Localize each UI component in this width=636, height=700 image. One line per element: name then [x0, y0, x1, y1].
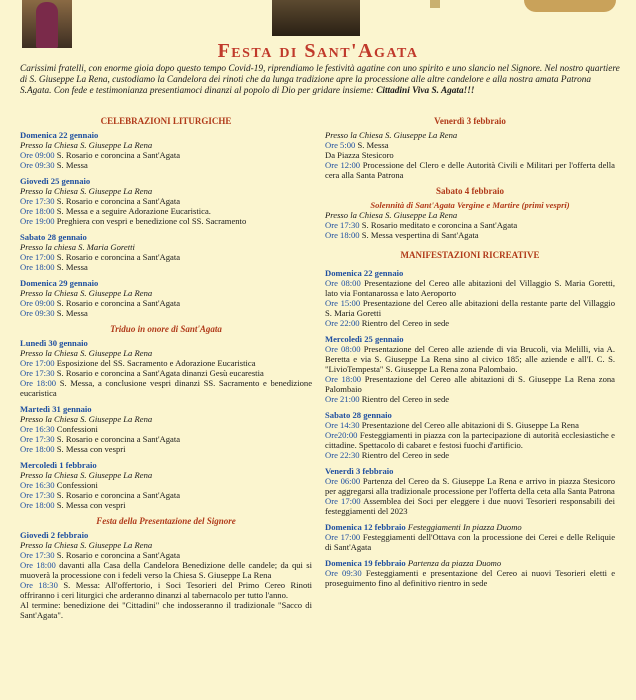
- schedule-desc: S. Messa: [56, 308, 88, 318]
- event-block: [20, 176, 312, 226]
- event-day: Sabato 28 gennaio: [325, 410, 392, 420]
- schedule-desc: Festeggiamenti e presentazione del Cereo ai nuovi Tesorieri eletti e proseguimento fino al definitivo rientro in sede: [325, 568, 616, 588]
- schedule-time: Ore 17:30: [20, 550, 55, 560]
- event-day-line: [325, 522, 615, 532]
- event-day: Giovedì 25 gennaio: [20, 176, 91, 186]
- schedule-desc: Presentazione del Cereo alle abitazioni del Villaggio S. Maria Goretti, lato via Fontanarossa e lato Aeroporto: [325, 278, 616, 298]
- schedule-time: Ore 17:30: [325, 220, 360, 230]
- event-day-line: [325, 410, 615, 420]
- section-header: Sabato 4 febbraio: [435, 186, 504, 196]
- schedule-time: Ore 09:30: [325, 568, 362, 578]
- schedule-desc: Assemblea dei Soci per eleggere i due nuovi Tesorieri responsabili dei festeggiamenti del 2023: [325, 496, 615, 516]
- event-location: Presso la Chiesa S. Giuseppe La Rena: [325, 210, 458, 220]
- schedule-desc: S. Rosario e coroncina a Sant'Agata: [56, 150, 181, 160]
- schedule-line: [325, 496, 615, 516]
- schedule-time: Ore 17:30: [20, 368, 55, 378]
- event-day-line: [325, 558, 615, 568]
- schedule-desc: S. Rosario e coroncina a Sant'Agata: [56, 252, 181, 262]
- event-day-line: [20, 404, 312, 414]
- schedule-line: [20, 308, 312, 318]
- page-title: Festa di Sant'Agata: [217, 40, 419, 62]
- schedule-line: [325, 420, 615, 430]
- schedule-desc: Confessioni: [56, 480, 98, 490]
- right-column: [325, 116, 615, 594]
- schedule-time: Ore 17:30: [20, 434, 55, 444]
- schedule-line: [20, 262, 312, 272]
- schedule-desc: S. Messa con vespri: [56, 444, 126, 454]
- schedule-time: Ore 18:00: [20, 206, 55, 216]
- schedule-time: Ore 09:30: [20, 308, 55, 318]
- event-day-line: [20, 130, 312, 140]
- schedule-line: [20, 358, 312, 368]
- event-day: Domenica 12 febbraio: [325, 522, 406, 532]
- schedule-line: [20, 150, 312, 160]
- schedule-desc: S. Rosario e coroncina a Sant'Agata: [56, 490, 181, 500]
- schedule-time: Ore 08:00: [325, 344, 361, 354]
- schedule-desc: S. Messa con vespri: [56, 500, 126, 510]
- schedule-desc: S. Messa: [357, 140, 389, 150]
- schedule-line: [20, 196, 312, 206]
- event-day-line: [325, 268, 615, 278]
- section-header: Venerdì 3 febbraio: [434, 116, 506, 126]
- schedule-desc: S. Rosario e coroncina a Sant'Agata dinanzi Gesù eucarestia: [56, 368, 264, 378]
- schedule-line: [20, 580, 312, 600]
- schedule-time: Ore 17:00: [20, 358, 55, 368]
- schedule-desc: S. Messa: [56, 262, 88, 272]
- schedule-line: [20, 434, 312, 444]
- event-day-line: [325, 334, 615, 344]
- schedule-line: [325, 160, 615, 180]
- schedule-desc: S. Rosario e coroncina a Sant'Agata: [56, 550, 181, 560]
- schedule-desc: S. Rosario e coroncina a Sant'Agata: [56, 434, 181, 444]
- event-day: Domenica 29 gennaio: [20, 278, 99, 288]
- event-day-line: [20, 232, 312, 242]
- event-block: [325, 268, 615, 328]
- schedule-time: Ore 09:00: [20, 150, 55, 160]
- schedule-time: Ore 18:00: [20, 444, 55, 454]
- event-block: [20, 338, 312, 398]
- event-block: [20, 130, 312, 170]
- intro-text: Carissimi fratelli, con enorme gioia dopo questo tempo Covid-19, riprendiamo le festività agatine con uno spirito e uno slancio nel Signore. Nel nostro quartiere di S. Giuseppe La Rena, custodiamo la Candelora dei rinoti che da lunga tradizione apre la processione alle altre candelore e alla nostra amata Patrona S.Agata. Con fede e testimonianza presentiamoci dinanzi al popolo di Dio per gridare insieme:: [20, 64, 620, 96]
- event-block: [325, 210, 615, 240]
- event-location: Presso la Chiesa S. Giuseppe La Rena: [20, 288, 153, 298]
- section-subheader: Solennità di Sant'Agata Vergine e Martire (primi vespri): [370, 200, 570, 210]
- schedule-line: [20, 160, 312, 170]
- schedule-time: Ore 16:30: [20, 424, 55, 434]
- event-day-extra: Partenza da piazza Duomo: [407, 558, 502, 568]
- schedule-time: Ore 5:00: [325, 140, 356, 150]
- schedule-line: [20, 216, 312, 226]
- schedule-time: Ore 21:00: [325, 394, 360, 404]
- section-header: Triduo in onore di Sant'Agata: [110, 324, 222, 334]
- schedule-line: [20, 560, 312, 580]
- schedule-desc: Esposizione del SS. Sacramento e Adorazione Eucaristica: [56, 358, 256, 368]
- schedule-desc: S. Messa, a conclusione vespri dinanzi SS. Sacramento e benedizione eucaristica: [20, 378, 313, 398]
- section-header: Festa della Presentazione del Signore: [96, 516, 236, 526]
- schedule-time: Ore 17:00: [325, 496, 361, 506]
- event-day: Lunedì 30 gennaio: [20, 338, 88, 348]
- candelora-photo: [272, 0, 360, 36]
- schedule-line: [20, 424, 312, 434]
- schedule-desc: S. Rosario e coroncina a Sant'Agata: [56, 196, 181, 206]
- schedule-time: Ore 18:00: [20, 262, 55, 272]
- section-header: MANIFESTAZIONI RICREATIVE: [400, 250, 540, 260]
- event-location: Presso la Chiesa S. Giuseppe La Rena: [20, 186, 153, 196]
- schedule-line: [325, 430, 615, 450]
- event-block: [325, 522, 615, 552]
- intro-paragraph: [20, 64, 620, 97]
- schedule-time: Ore 09:30: [20, 160, 55, 170]
- schedule-desc: Confessioni: [56, 424, 98, 434]
- event-block: [325, 410, 615, 460]
- event-block: [20, 278, 312, 318]
- event-block: [20, 232, 312, 272]
- ornament-photo: [524, 0, 616, 12]
- schedule-desc: S. Messa: All'offertorio, i Soci Tesorieri del Primo Cereo Rinoti offriranno i ceri liturgici che arderanno dinanzi al tabernacolo per tutto l'anno.: [20, 580, 313, 600]
- schedule-desc: Presentazione del Cereo alle abitazioni di S. Giuseppe La Rena: [361, 420, 579, 430]
- event-block: [20, 530, 312, 620]
- schedule-desc: Preghiera con vespri e benedizione col SS. Sacramento: [56, 216, 247, 226]
- schedule-line: [325, 450, 615, 460]
- event-day-line: [20, 176, 312, 186]
- schedule-time: Ore 16:30: [20, 480, 55, 490]
- schedule-line: [325, 298, 615, 318]
- schedule-line: [325, 318, 615, 328]
- schedule-desc: Festeggiamenti dell'Ottava con la processione dei Cerei e delle Reliquie di Sant'Agata: [325, 532, 616, 552]
- intro-cry: Cittadini Viva S. Agata!!!: [376, 86, 475, 96]
- schedule-time: Ore 18:00: [325, 230, 360, 240]
- schedule-line: [325, 394, 615, 404]
- schedule-desc: S. Messa e a seguire Adorazione Eucaristica.: [56, 206, 211, 216]
- schedule-line: [325, 532, 615, 552]
- schedule-time: Ore 14:30: [325, 420, 360, 430]
- schedule-desc: davanti alla Casa della Candelora Benedizione delle candele; da qui si muoverà la processione con i fedeli verso la Chiesa S. Giuseppe La Rena: [20, 560, 312, 580]
- event-day-line: [20, 278, 312, 288]
- schedule-time: Ore 18:00: [325, 374, 362, 384]
- event-block: [20, 460, 312, 510]
- schedule-line: [20, 490, 312, 500]
- event-note: Al termine: benedizione dei "Cittadini" che indosseranno il tradizionale "Sacco di Sant'Agata".: [20, 600, 312, 620]
- schedule-desc: Presentazione del Cereo alle abitazioni di S. Giuseppe La Rena zona Palombaio: [325, 374, 615, 394]
- schedule-time: Ore 18:00: [20, 560, 56, 570]
- schedule-desc: Partenza del Cereo da S. Giuseppe La Rena e arrivo in piazza Stesicoro per aggregarsi alla tradizionale processione per l'offerta della ceta alla Santa Patrona: [325, 476, 615, 496]
- event-location: Presso la Chiesa S. Giuseppe La Rena: [20, 348, 153, 358]
- schedule-time: Ore 06:00: [325, 476, 361, 486]
- schedule-desc: Presentazione del Cereo alle aziende di via Brucoli, via Melilli, via A. Beretta e via S. Giuseppe La Rena sino al civico 185; alle aziende e all'I. C. S. "LivioTempesta" S. Giuseppe La Rena zona Palombaio.: [325, 344, 615, 374]
- schedule-time: Ore 22:30: [325, 450, 360, 460]
- event-day-line: [325, 466, 615, 476]
- section-header: CELEBRAZIONI LITURGICHE: [100, 116, 232, 126]
- event-location: Presso la Chiesa S. Giuseppe La Rena: [20, 414, 153, 424]
- event-day: Domenica 22 gennaio: [325, 268, 404, 278]
- event-day: Martedì 31 gennaio: [20, 404, 92, 414]
- schedule-line: [325, 344, 615, 374]
- event-location: Da Piazza Stesicoro: [325, 150, 394, 160]
- schedule-time: Ore20:00: [325, 430, 358, 440]
- event-day: Mercoledì 25 gennaio: [325, 334, 404, 344]
- schedule-time: Ore 17:00: [20, 252, 55, 262]
- schedule-line: [20, 298, 312, 308]
- schedule-line: [325, 476, 615, 496]
- event-day: Mercoledì 1 febbraio: [20, 460, 97, 470]
- schedule-line: [20, 500, 312, 510]
- event-day-line: [20, 530, 312, 540]
- schedule-time: Ore 19:00: [20, 216, 55, 226]
- schedule-line: [325, 278, 615, 298]
- event-day: Domenica 19 febbraio: [325, 558, 406, 568]
- event-location: Presso la Chiesa S. Giuseppe La Rena: [325, 130, 458, 140]
- schedule-line: [325, 374, 615, 394]
- schedule-line: [20, 480, 312, 490]
- event-day-line: [20, 460, 312, 470]
- schedule-time: Ore 18:00: [20, 500, 55, 510]
- left-column: [20, 116, 312, 626]
- schedule-time: Ore 18:30: [20, 580, 58, 590]
- schedule-time: Ore 15:00: [325, 298, 361, 308]
- event-location: Presso la Chiesa S. Giuseppe La Rena: [20, 540, 153, 550]
- schedule-time: Ore 17:30: [20, 196, 55, 206]
- schedule-line: [20, 378, 312, 398]
- event-block: [325, 466, 615, 516]
- schedule-line: [325, 140, 615, 150]
- schedule-line: [325, 220, 615, 230]
- schedule-time: Ore 22:00: [325, 318, 360, 328]
- event-location: Presso la Chiesa S. Giuseppe La Rena: [20, 140, 153, 150]
- schedule-line: [20, 368, 312, 378]
- schedule-desc: Rientro del Cereo in sede: [361, 394, 450, 404]
- schedule-line: [20, 252, 312, 262]
- event-block: [325, 130, 615, 180]
- event-day: Sabato 28 gennaio: [20, 232, 87, 242]
- event-day: Venerdì 3 febbraio: [325, 466, 394, 476]
- event-location: Presso la Chiesa S. Giuseppe La Rena: [20, 470, 153, 480]
- schedule-time: Ore 08:00: [325, 278, 361, 288]
- schedule-line: [20, 550, 312, 560]
- schedule-desc: S. Rosario meditato e coroncina a Sant'Agata: [361, 220, 518, 230]
- event-location: Presso la chiesa S. Maria Goretti: [20, 242, 135, 252]
- event-day: Domenica 22 gennaio: [20, 130, 99, 140]
- schedule-time: Ore 17:30: [20, 490, 55, 500]
- schedule-line: [325, 568, 615, 588]
- schedule-line: [20, 206, 312, 216]
- schedule-desc: Festeggiamenti in piazza con la partecipazione di autorità ecclesiastiche e cittadine. Spettacolo di cabaret e festosi fuochi d'artificio.: [325, 430, 615, 450]
- schedule-desc: S. Rosario e coroncina a Sant'Agata: [56, 298, 181, 308]
- schedule-desc: Rientro del Cereo in sede: [361, 318, 450, 328]
- schedule-time: Ore 17:00: [325, 532, 361, 542]
- event-block: [20, 404, 312, 454]
- schedule-line: [325, 230, 615, 240]
- schedule-desc: S. Messa vespertina di Sant'Agata: [361, 230, 479, 240]
- schedule-desc: Rientro del Cereo in sede: [361, 450, 450, 460]
- schedule-time: Ore 12:00: [325, 160, 361, 170]
- decoration: [430, 0, 440, 8]
- schedule-desc: S. Messa: [56, 160, 88, 170]
- event-day: Giovedì 2 febbraio: [20, 530, 89, 540]
- schedule-desc: Processione del Clero e delle Autorità Civili e Militari per l'offerta della cera alla Santa Patrona: [325, 160, 615, 180]
- event-day-line: [20, 338, 312, 348]
- schedule-desc: Presentazione del Cereo alle abitazioni della restante parte del Villaggio S. Maria Goretti: [325, 298, 615, 318]
- schedule-line: [20, 444, 312, 454]
- event-day-extra: Festeggiamenti In piazza Duomo: [407, 522, 522, 532]
- schedule-time: Ore 18:00: [20, 378, 57, 388]
- event-block: [325, 334, 615, 404]
- event-block: [325, 558, 615, 588]
- schedule-time: Ore 09:00: [20, 298, 55, 308]
